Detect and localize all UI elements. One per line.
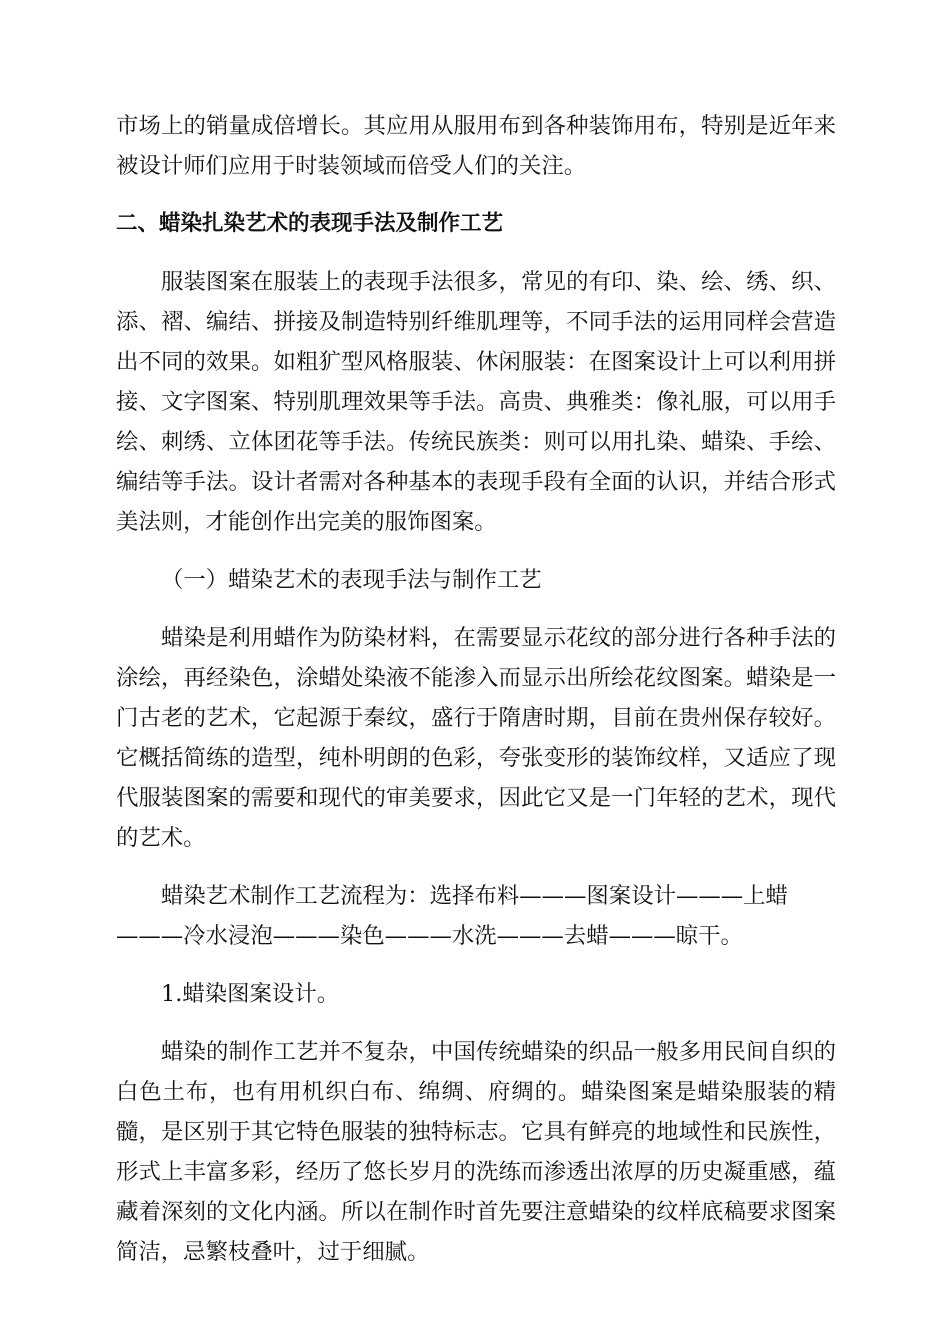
paragraph-batik-intro: 蜡染是利用蜡作为防染材料，在需要显示花纹的部分进行各种手法的涂绘，再经染色，涂蜡处染液不能渗入而显示出所绘花纹图案。蜡染是一门古老的艺术，它起源于秦纹，盛行于隋唐时期，目前在贵州保存较好。它概括简练的造型，纯朴明朗的色彩，夸张变形的装饰纹样，又适应了现代服装图案的需要和现代的审美要求，因此它又是一门年轻的艺术，现代的艺术。	[116, 625, 836, 851]
document-body	[116, 106, 836, 1272]
subheading-batik: （一）蜡染艺术的表现手法与制作工艺	[161, 567, 542, 593]
process-line-1: 蜡染艺术制作工艺流程为：选择布料———图案设计———上蜡	[161, 883, 788, 909]
list-item-design: 1.蜡染图案设计。	[161, 981, 340, 1007]
paragraph-intro-end: 市场上的销量成倍增长。其应用从服用布到各种装饰用布，特别是近年来被设计师们应用于时装领域而倍受人们的关注。	[116, 113, 836, 179]
paragraph-methods: 服装图案在服装上的表现手法很多，常见的有印、染、绘、绣、织、添、褶、编结、拼接及制造特别纤维肌理等，不同手法的运用同样会营造出不同的效果。如粗犷型风格服装、休闲服装：在图案设计上可以利用拼接、文字图案、特别肌理效果等手法。高贵、典雅类：像礼服，可以用手绘、刺绣、立体团花等手法。传统民族类：则可以用扎染、蜡染、手绘、编结等手法。设计者需对各种基本的表现手段有全面的认识，并结合形式美法则，才能创作出完美的服饰图案。	[116, 269, 836, 535]
paragraph-design: 蜡染的制作工艺并不复杂，中国传统蜡染的织品一般多用民间自织的白色土布，也有用机织白布、绵绸、府绸的。蜡染图案是蜡染服装的精髓，是区别于其它特色服装的独特标志。它具有鲜亮的地域性和民族性，形式上丰富多彩，经历了悠长岁月的洗练而渗透出浓厚的历史凝重感，蕴藏着深刻的文化内涵。所以在制作时首先要注意蜡染的纹样底稿要求图案简洁，忌繁枝叠叶，过于细腻。	[116, 1039, 836, 1265]
process-line-2: ———冷水浸泡———染色———水洗———去蜡———晾干。	[116, 923, 743, 949]
section-heading: 二、蜡染扎染艺术的表现手法及制作工艺	[116, 211, 504, 236]
